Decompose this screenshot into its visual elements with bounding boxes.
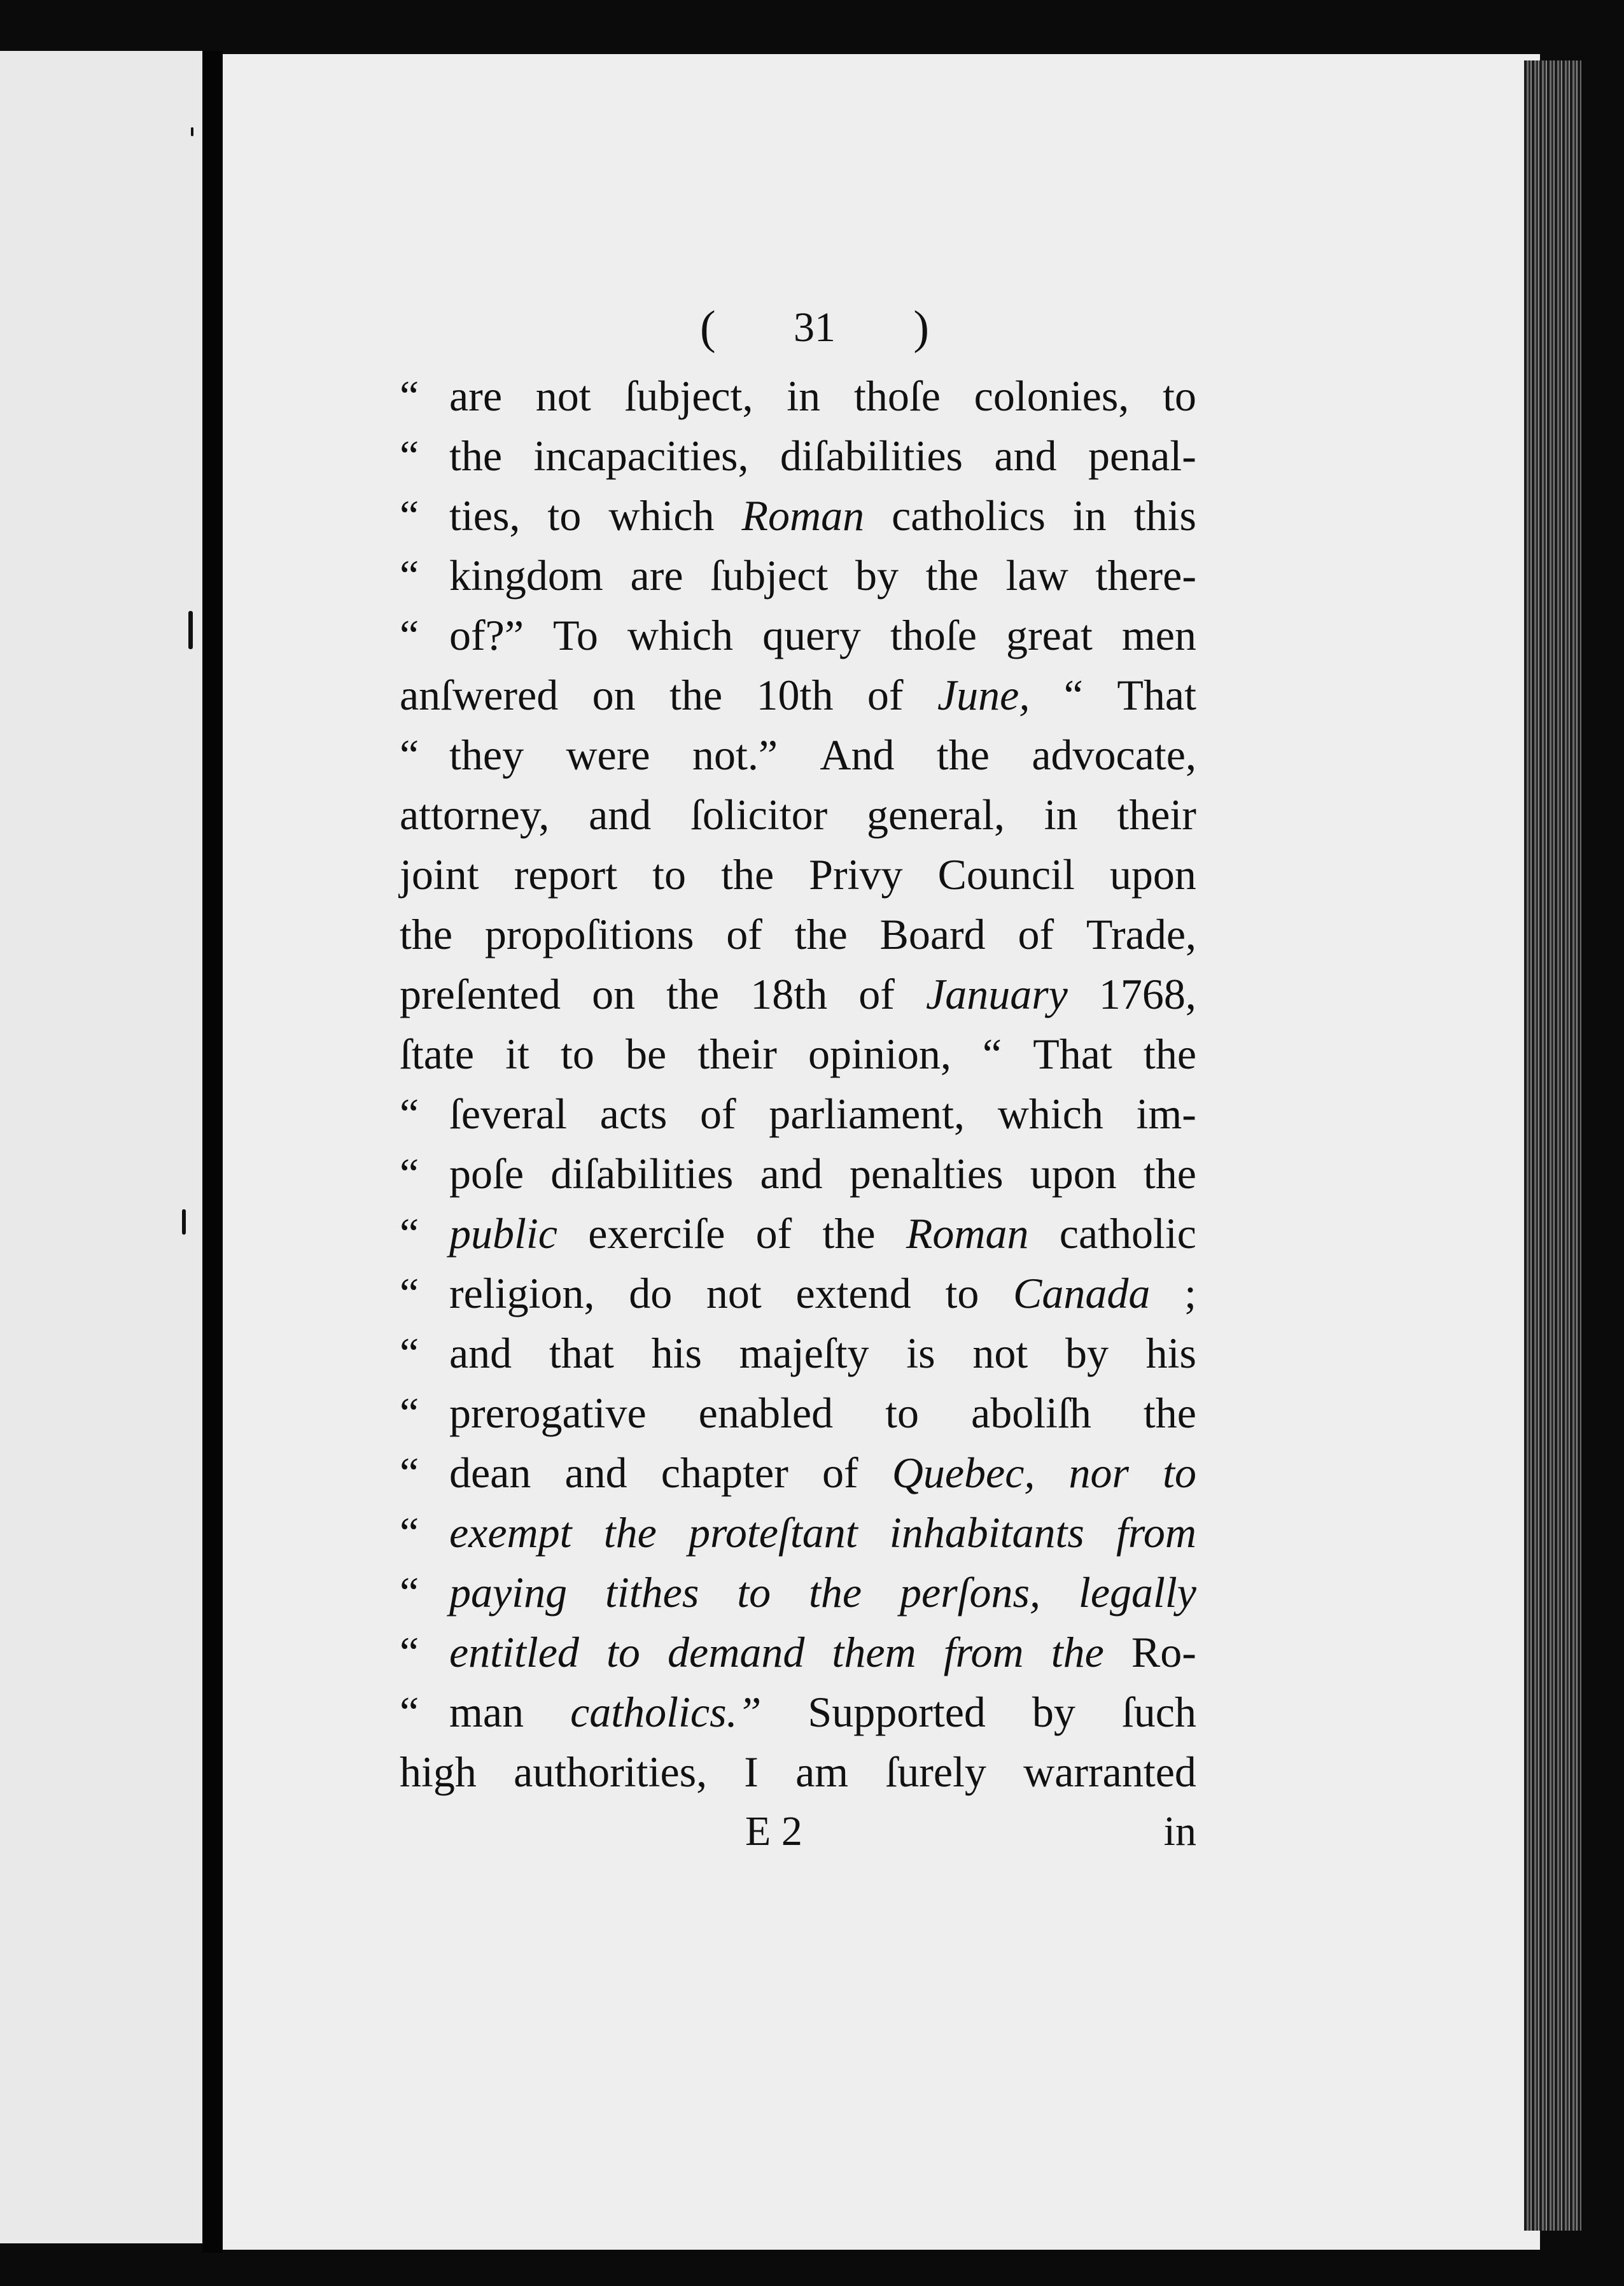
word: the [1143, 1149, 1196, 1198]
word: his [651, 1329, 702, 1377]
word: do [629, 1269, 673, 1317]
word: legally [1078, 1568, 1196, 1616]
word: query [762, 611, 861, 659]
running-quote-mark: “ [400, 1090, 419, 1138]
text-line [400, 1144, 1196, 1203]
word: to [561, 1030, 594, 1078]
word: in [787, 372, 821, 420]
word: of [822, 1448, 858, 1497]
word: penal- [1088, 431, 1196, 480]
word: are [449, 372, 503, 420]
word: That [1117, 671, 1196, 719]
word: January [926, 970, 1068, 1018]
text-line [400, 785, 1196, 845]
text-line [400, 1503, 1196, 1562]
word: ſubject [710, 551, 829, 600]
word: entitled [449, 1628, 579, 1676]
line-words [449, 1503, 1196, 1562]
page-number: 31 [794, 304, 836, 351]
word: to [885, 1389, 919, 1437]
line-words [400, 904, 1196, 964]
word: this [1133, 491, 1196, 540]
page-header [700, 293, 929, 363]
word: law [1005, 551, 1068, 600]
word: Canada [1013, 1269, 1151, 1317]
running-quote-mark: “ [400, 372, 419, 420]
line-words [400, 1024, 1196, 1084]
word: to [945, 1269, 979, 1317]
text-line [400, 725, 1196, 785]
word: in [1044, 790, 1078, 839]
line-words [449, 1383, 1196, 1443]
word: enabled [698, 1389, 834, 1437]
word: demand [668, 1628, 805, 1676]
word: men [1121, 611, 1196, 659]
word: aboliſh [971, 1389, 1091, 1437]
word: preſented [400, 970, 561, 1018]
word: Council [937, 850, 1075, 899]
text-line [400, 845, 1196, 904]
word: man [449, 1688, 524, 1736]
word: the [400, 910, 453, 958]
left-page-edge [0, 51, 202, 2243]
word: That [1033, 1030, 1112, 1078]
word: the [603, 1508, 657, 1557]
word: the [1051, 1628, 1104, 1676]
word: their [697, 1030, 777, 1078]
word: inhabitants [889, 1508, 1084, 1557]
word: ſtate [400, 1030, 475, 1078]
line-words [449, 1323, 1196, 1383]
word: am [795, 1748, 849, 1796]
page-body-text [400, 366, 1196, 1802]
word: catholic [1059, 1209, 1196, 1258]
word: of [699, 1090, 736, 1138]
text-line [400, 1682, 1196, 1742]
line-words [449, 1263, 1196, 1323]
word: Board [879, 910, 986, 958]
ink-speck [191, 127, 193, 136]
word: great [1005, 611, 1093, 659]
word: prerogative [449, 1389, 647, 1437]
text-line [400, 904, 1196, 964]
running-quote-mark: “ [400, 1149, 419, 1198]
word: ſuch [1121, 1688, 1196, 1736]
word: the [936, 731, 990, 779]
word: from [943, 1628, 1024, 1676]
word: the [669, 671, 723, 719]
word: the [809, 1568, 862, 1616]
running-quote-mark: “ [400, 1389, 419, 1437]
word: Ro- [1131, 1628, 1196, 1676]
word: and [449, 1329, 512, 1377]
word: are [630, 551, 683, 600]
word: anſwered [400, 671, 559, 719]
word: in [1072, 491, 1107, 540]
word: not [972, 1329, 1028, 1377]
text-line [400, 1383, 1196, 1443]
word: Quebec, [892, 1448, 1035, 1497]
text-line [400, 1742, 1196, 1802]
word: and [994, 431, 1057, 480]
word: they [449, 731, 524, 779]
page-footer [400, 1807, 1196, 1871]
word: 18th [750, 970, 828, 1018]
word: poſe [449, 1149, 524, 1198]
word: to [1163, 1448, 1196, 1497]
line-words [449, 1682, 1196, 1742]
word: 10th [756, 671, 834, 719]
word: June, [937, 671, 1030, 719]
text-line [400, 1443, 1196, 1503]
text-line [400, 1622, 1196, 1682]
word: upon [1109, 850, 1196, 899]
word: chapter [661, 1448, 788, 1497]
running-quote-mark: “ [400, 1209, 419, 1258]
word: I [744, 1748, 759, 1796]
word: of [726, 910, 762, 958]
word: Privy [809, 850, 903, 899]
word: to [547, 491, 582, 540]
text-line [400, 486, 1196, 545]
word: paying [449, 1568, 568, 1616]
line-words [400, 785, 1196, 845]
line-words [449, 545, 1196, 605]
word: authorities, [514, 1748, 708, 1796]
word: the [925, 551, 979, 600]
word: joint [400, 850, 479, 899]
word: ties, [449, 491, 521, 540]
text-line [400, 366, 1196, 426]
word: thoſe [853, 372, 941, 420]
word: parliament, [769, 1090, 965, 1138]
word: “ [1063, 671, 1083, 719]
word: to [606, 1628, 640, 1676]
word: advocate, [1032, 731, 1196, 779]
line-words [400, 964, 1196, 1024]
word: of [858, 970, 895, 1018]
text-line [400, 1323, 1196, 1383]
text-line [400, 1024, 1196, 1084]
word: “ [982, 1030, 1002, 1078]
line-words [449, 1203, 1196, 1263]
running-quote-mark: “ [400, 1448, 419, 1497]
line-words [449, 486, 1196, 545]
word: to [652, 850, 687, 899]
word: perſons, [900, 1568, 1041, 1616]
word: of [755, 1209, 792, 1258]
running-quote-mark: “ [400, 1329, 419, 1377]
ink-speck [182, 1209, 186, 1235]
word: catholics [892, 491, 1046, 540]
line-words [449, 1562, 1196, 1622]
text-line [400, 1562, 1196, 1622]
catchword: in [1163, 1808, 1196, 1855]
word: which [627, 611, 734, 659]
word: Supported [808, 1688, 986, 1736]
word: diſabilities [780, 431, 963, 480]
word: the [721, 850, 774, 899]
text-line [400, 426, 1196, 486]
word: and [589, 790, 652, 839]
line-words [449, 605, 1196, 665]
word: the [449, 431, 503, 480]
text-line [400, 1203, 1196, 1263]
running-quote-mark: “ [400, 1628, 419, 1676]
word: im- [1136, 1090, 1196, 1138]
word: extend [795, 1269, 911, 1317]
running-quote-mark: “ [400, 1568, 419, 1616]
word: their [1117, 790, 1196, 839]
word: To [553, 611, 598, 659]
word: and [564, 1448, 627, 1497]
word: Roman [741, 491, 865, 540]
word: Roman [906, 1209, 1029, 1258]
word: is [906, 1329, 935, 1377]
text-line [400, 964, 1196, 1024]
word: And [820, 731, 895, 779]
word: by [1032, 1688, 1075, 1736]
word: the [1143, 1030, 1196, 1078]
word: opinion, [808, 1030, 951, 1078]
word: tithes [605, 1568, 699, 1616]
line-words [449, 1084, 1196, 1144]
word: ſeveral [449, 1090, 567, 1138]
text-line [400, 545, 1196, 605]
word: the [666, 970, 720, 1018]
header-open-paren: ( [700, 301, 716, 354]
word: ſolicitor [690, 790, 828, 839]
word: by [855, 551, 899, 600]
running-quote-mark: “ [400, 1688, 419, 1736]
word: incapacities, [533, 431, 749, 480]
word: Trade, [1086, 910, 1196, 958]
word: exempt [449, 1508, 572, 1557]
word: to [1163, 372, 1196, 420]
word: report [514, 850, 618, 899]
text-line [400, 665, 1196, 725]
word: of?” [449, 611, 524, 659]
word: the [794, 910, 848, 958]
running-quote-mark: “ [400, 611, 419, 659]
word: ; [1184, 1269, 1196, 1317]
word: 1768, [1098, 970, 1196, 1018]
line-words [449, 1144, 1196, 1203]
word: on [592, 671, 636, 719]
running-quote-mark: “ [400, 1269, 419, 1317]
line-words [449, 1443, 1196, 1503]
word: which [997, 1090, 1103, 1138]
word: not [706, 1269, 762, 1317]
word: propoſitions [484, 910, 694, 958]
word: them [832, 1628, 916, 1676]
word: not.” [692, 731, 778, 779]
word: that [549, 1329, 614, 1377]
word: his [1145, 1329, 1196, 1377]
word: were [566, 731, 650, 779]
signature-mark: E 2 [745, 1808, 802, 1855]
word: attorney, [400, 790, 550, 839]
word: acts [599, 1090, 668, 1138]
word: public [449, 1209, 557, 1258]
word: and [760, 1149, 823, 1198]
word: nor [1068, 1448, 1129, 1497]
line-words [449, 1622, 1196, 1682]
word: general, [866, 790, 1005, 839]
running-quote-mark: “ [400, 1508, 419, 1557]
line-words [449, 725, 1196, 785]
word: the [822, 1209, 876, 1258]
word: ſubject, [624, 372, 753, 420]
word: the [1143, 1389, 1196, 1437]
word: of [1018, 910, 1054, 958]
word: majeſty [739, 1329, 869, 1377]
ink-speck [188, 611, 193, 649]
text-line [400, 1263, 1196, 1323]
word: it [505, 1030, 529, 1078]
word: proteſtant [688, 1508, 858, 1557]
word: catholics.” [570, 1688, 762, 1736]
line-words [400, 845, 1196, 904]
line-words [400, 1742, 1196, 1802]
word: warranted [1023, 1748, 1196, 1796]
page-edges [1524, 60, 1581, 2231]
running-quote-mark: “ [400, 731, 419, 779]
word: upon [1030, 1149, 1117, 1198]
word: kingdom [449, 551, 603, 600]
word: penalties [849, 1149, 1004, 1198]
text-line [400, 605, 1196, 665]
word: be [626, 1030, 667, 1078]
word: religion, [449, 1269, 595, 1317]
word: diſabilities [550, 1149, 734, 1198]
word: dean [449, 1448, 531, 1497]
word: thoſe [890, 611, 977, 659]
word: there- [1095, 551, 1196, 600]
word: of [867, 671, 904, 719]
word: by [1065, 1329, 1109, 1377]
word: colonies, [974, 372, 1130, 420]
word: ſurely [885, 1748, 986, 1796]
line-words [449, 366, 1196, 426]
line-words [449, 426, 1196, 486]
word: on [592, 970, 636, 1018]
book-gutter [202, 51, 223, 2253]
word: not [535, 372, 591, 420]
running-quote-mark: “ [400, 431, 419, 480]
running-quote-mark: “ [400, 551, 419, 600]
line-words [400, 665, 1196, 725]
text-line [400, 1084, 1196, 1144]
word: exerciſe [588, 1209, 725, 1258]
header-close-paren: ) [913, 301, 929, 354]
word: from [1116, 1508, 1196, 1557]
word: to [737, 1568, 771, 1616]
word: which [608, 491, 715, 540]
word: high [400, 1748, 477, 1796]
running-quote-mark: “ [400, 491, 419, 540]
